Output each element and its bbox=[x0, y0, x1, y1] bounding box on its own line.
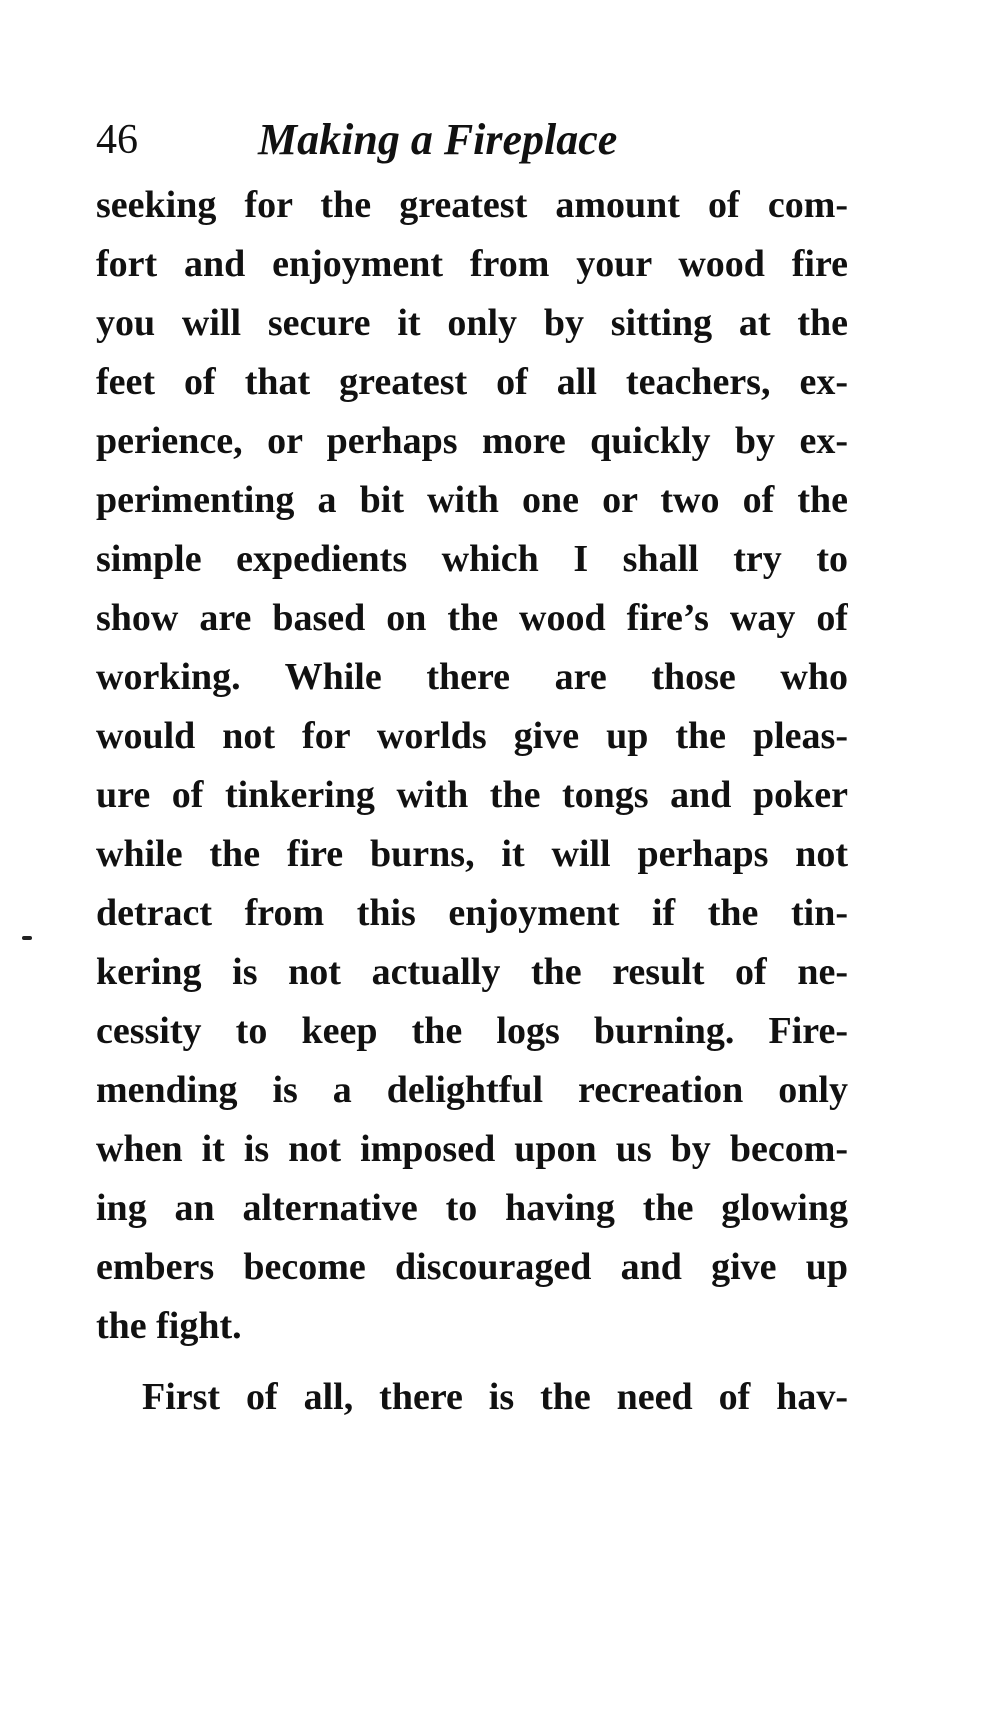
body-text bbox=[96, 176, 848, 1427]
text-line: simple expedients which I shall try to bbox=[96, 538, 848, 580]
page-header bbox=[96, 110, 856, 170]
print-speck bbox=[22, 936, 32, 940]
paragraph-break bbox=[96, 1356, 848, 1368]
text-line: ure of tinkering with the tongs and poker bbox=[96, 774, 848, 816]
text-line: ing an alternative to having the glowing bbox=[96, 1187, 848, 1229]
text-line: would not for worlds give up the pleas- bbox=[96, 715, 848, 757]
text-line: seeking for the greatest amount of com- bbox=[96, 184, 848, 226]
text-line: you will secure it only by sitting at the bbox=[96, 302, 848, 344]
text-line: kering is not actually the result of ne- bbox=[96, 951, 848, 993]
text-line: cessity to keep the logs burning. Fire- bbox=[96, 1010, 848, 1052]
text-line: embers become discouraged and give up bbox=[96, 1246, 848, 1288]
text-line: working. While there are those who bbox=[96, 656, 848, 698]
text-line: perimenting a bit with one or two of the bbox=[96, 479, 848, 521]
running-head: Making a Fireplace bbox=[258, 115, 618, 164]
text-line: show are based on the wood fire’s way of bbox=[96, 597, 848, 639]
text-line: mending is a delightful recreation only bbox=[96, 1069, 848, 1111]
text-line: fort and enjoyment from your wood fire bbox=[96, 243, 848, 285]
text-line: perience, or perhaps more quickly by ex- bbox=[96, 420, 848, 462]
text-line: detract from this enjoyment if the tin- bbox=[96, 892, 848, 934]
text-line: the fight. bbox=[96, 1305, 242, 1347]
page-number: 46 bbox=[96, 117, 138, 163]
text-line: feet of that greatest of all teachers, ex- bbox=[96, 361, 848, 403]
text-line: when it is not imposed upon us by becom- bbox=[96, 1128, 848, 1170]
text-line: First of all, there is the need of hav- bbox=[142, 1376, 848, 1418]
text-line: while the fire burns, it will perhaps not bbox=[96, 833, 848, 875]
